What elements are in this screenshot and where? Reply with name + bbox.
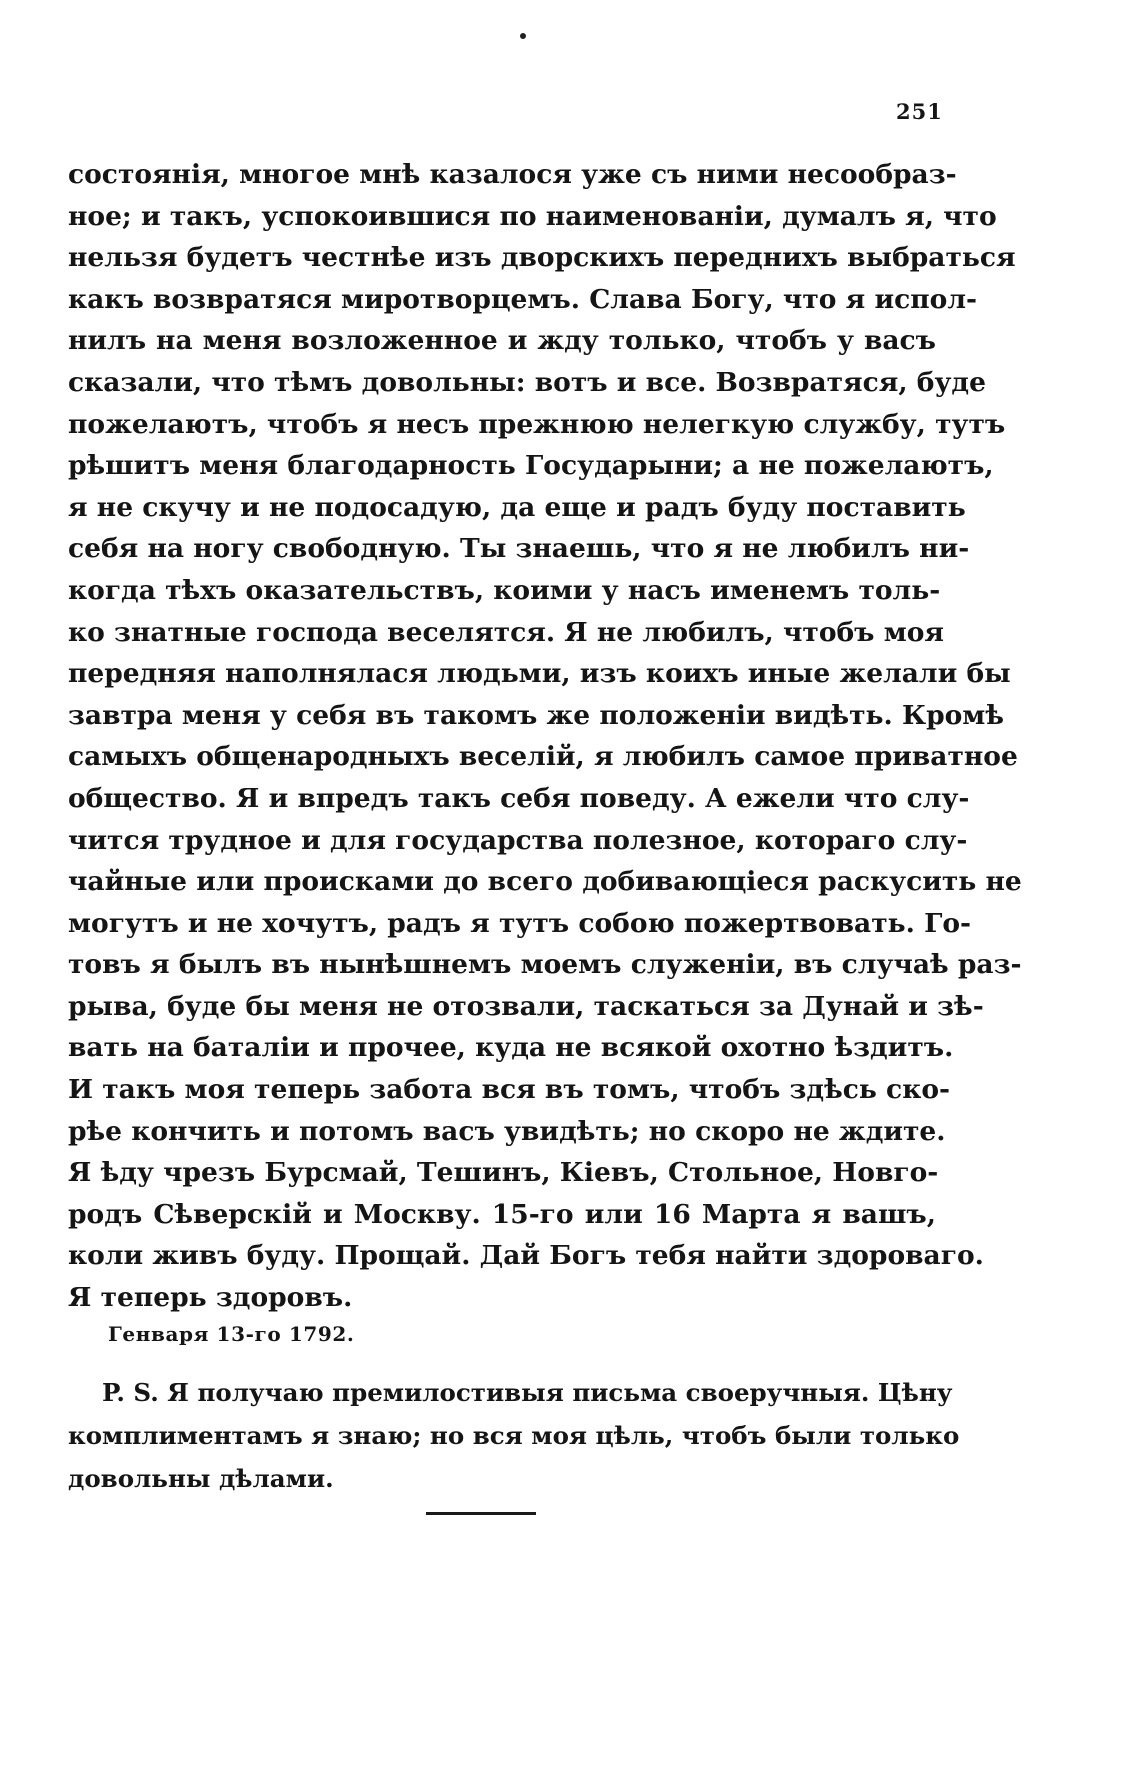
text-line: самыхъ общенародныхъ веселій, я любилъ самое приватное [68,741,1018,773]
text-line: общество. Я и впредъ такъ себя поведу. А ежели что слу- [68,782,970,814]
ink-speck [520,33,526,39]
postscript-line: довольны дѣлами. [68,1464,334,1493]
text-line: Я теперь здоровъ. [68,1282,353,1314]
text-line: ное; и такъ, успокоившися по наименованіи, думалъ я, что [68,200,997,232]
text-line: я не скучу и не подосадую, да еще и радъ буду поставить [68,491,966,523]
text-line: родъ Сѣверскій и Москву. 15-го или 16 Марта я вашъ, [68,1198,936,1230]
text-line: себя на ногу свободную. Ты знаешь, что я не любилъ ни- [68,533,970,565]
text-line: нельзя будетъ честнѣе изъ дворскихъ переднихъ выбраться [68,242,1016,274]
postscript [68,1371,960,1500]
text-line: состоянія, многое мнѣ казалося уже съ ними несообраз- [68,159,957,190]
text-line: завтра меня у себя въ такомъ же положеніи видѣть. Кромѣ [68,699,1004,731]
text-line: вать на баталіи и прочее, куда не всякой охотно ѣздитъ. [68,1032,954,1064]
postscript-line: комплиментамъ я знаю; но вся моя цѣль, чтобъ были только [68,1421,960,1450]
end-divider [426,1512,536,1515]
text-line: когда тѣхъ оказательствъ, коими у насъ именемъ толь- [68,574,941,606]
text-line: пожелаютъ, чтобъ я несъ прежнюю нелегкую службу, тутъ [68,408,1006,440]
text-line: И такъ моя теперь забота вся въ томъ, чтобъ здѣсь ско- [68,1074,951,1106]
text-line: чайные или происками до всего добивающіеся раскусить не [68,866,1022,898]
text-line: могутъ и не хочутъ, радъ я тутъ собою пожертвовать. Го- [68,907,972,939]
text-line: чится трудное и для государства полезное, котораго слу- [68,824,968,856]
postscript-line: P. S. Я получаю премилостивыя письма своеручныя. Цѣну [102,1378,953,1407]
page-number: 251 [896,99,943,124]
text-line: какъ возвратяся миротворцемъ. Слава Богу, что я испол- [68,283,977,315]
text-line: рѣе кончить и потомъ васъ увидѣть; но скоро не ждите. [68,1115,946,1147]
text-line: нилъ на меня возложенное и жду только, чтобъ у васъ [68,325,936,357]
letter-date: Генваря 13-го 1792. [108,1322,355,1346]
text-line: ко знатные господа веселятся. Я не любилъ, чтобъ моя [68,616,945,648]
text-line: рыва, буде бы меня не отозвали, таскаться за Дунай и зѣ- [68,990,984,1022]
text-line: Я ѣду чрезъ Бурсмай, Тешинъ, Кіевъ, Стольное, Новго- [68,1157,939,1189]
text-line: коли живъ буду. Прощай. Дай Богъ тебя найти здороваго. [68,1240,984,1272]
letter-body [68,154,1022,1319]
text-line: сказали, что тѣмъ довольны: вотъ и все. Возвратяся, буде [68,366,986,398]
text-line: рѣшитъ меня благодарность Государыни; а не пожелаютъ, [68,450,994,482]
text-line: передняя наполнялася людьми, изъ коихъ иные желали бы [68,658,1011,690]
text-line: товъ я былъ въ нынѣшнемъ моемъ служеніи, въ случаѣ раз- [68,949,1022,981]
